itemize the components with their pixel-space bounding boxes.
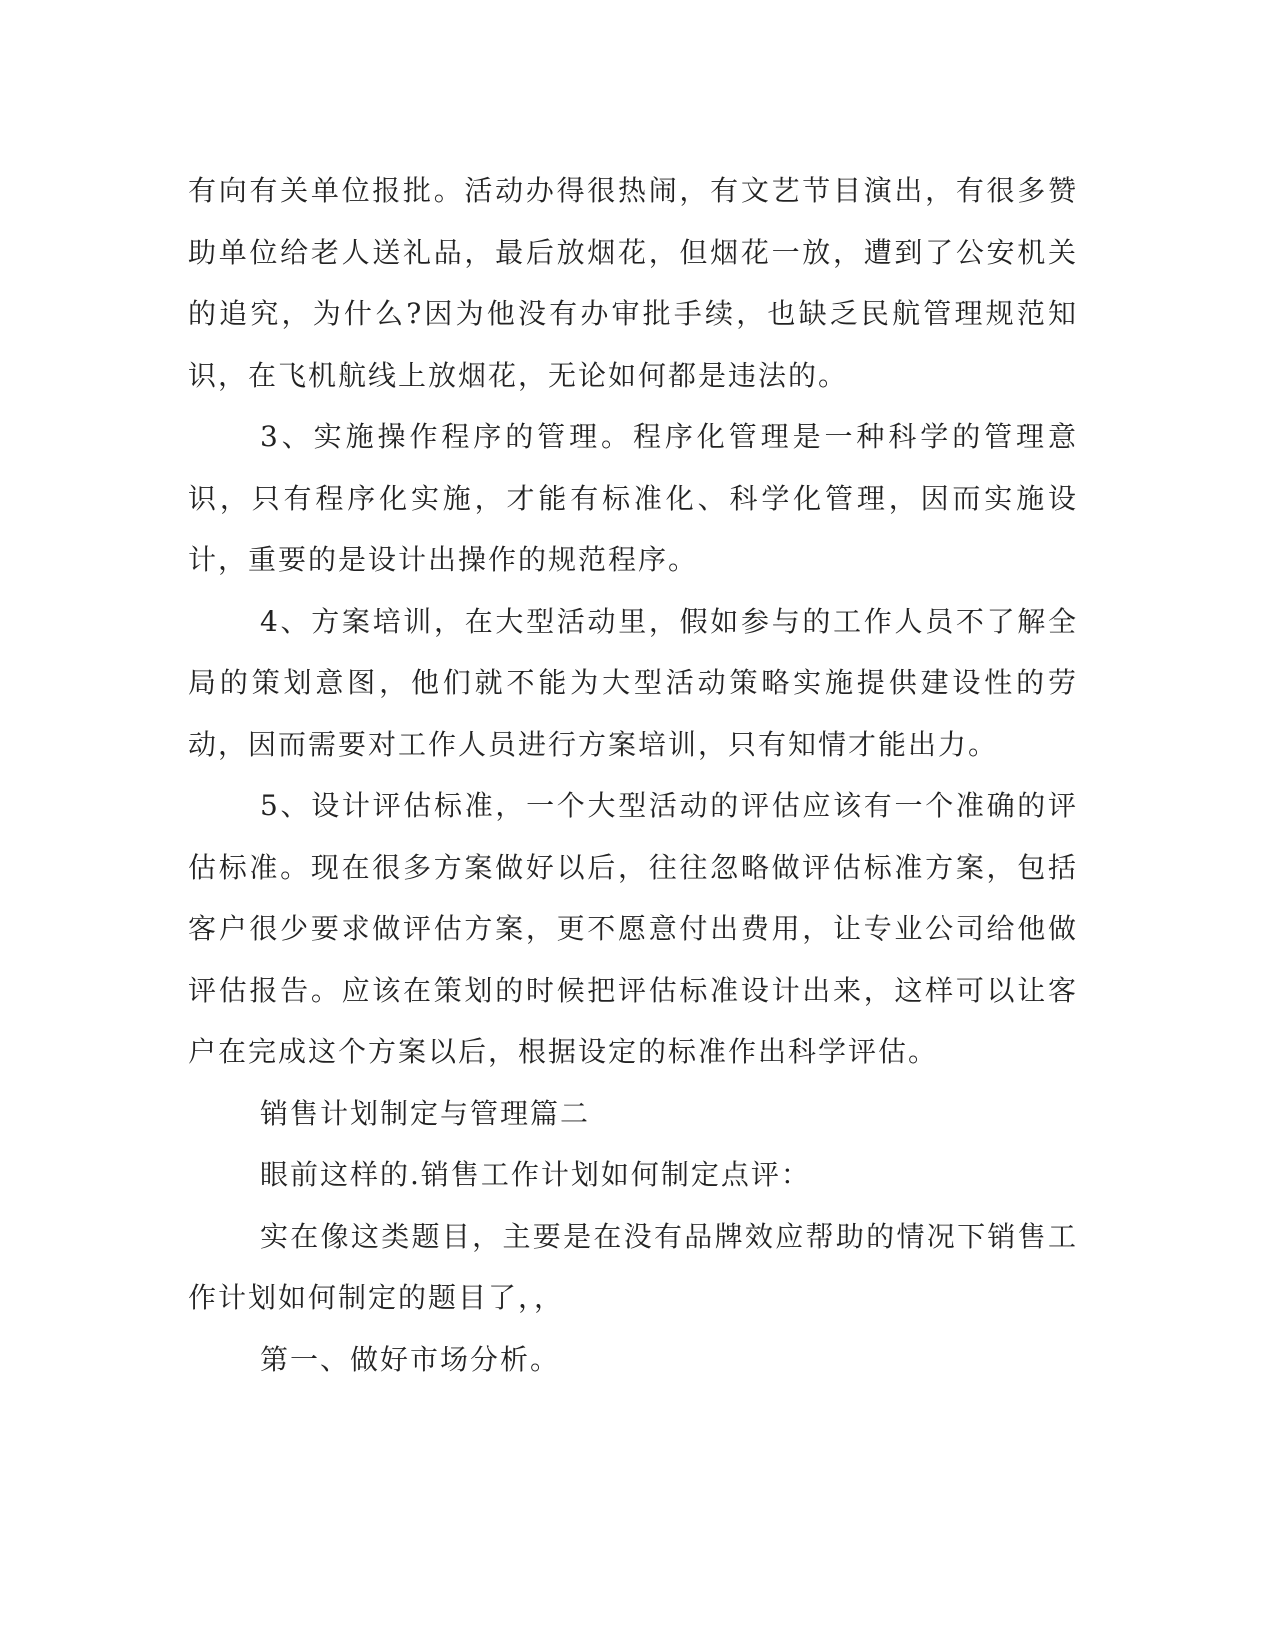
paragraph-step-1: 第一、做好市场分析。 xyxy=(260,1342,561,1376)
paragraph-item-3: 3、实施操作程序的管理。程序化管理是一种科学的管理意识，只有程序化实施，才能有标准化、科学化管理，因而实施设计，重要的是设计出操作的规范程序。 xyxy=(188,420,1078,576)
section-heading: 销售计划制定与管理篇二 xyxy=(260,1096,591,1130)
paragraph-question: 眼前这样的.销售工作计划如何制定点评： xyxy=(260,1158,811,1191)
document-body xyxy=(188,160,1078,1390)
paragraph-item-5: 5、设计评估标准，一个大型活动的评估应该有一个准确的评估标准。现在很多方案做好以后，往往忽略做评估标准方案，包括客户很少要求做评估方案，更不愿意付出费用，让专业公司给他做评估报告。应该在策划的时候把评估标准设计出来，这样可以让客户在完成这个方案以后，根据设定的标准作出科学评估。 xyxy=(188,789,1078,1068)
paragraph-answer: 实在像这类题目，主要是在没有品牌效应帮助的情况下销售工作计划如何制定的题目了，， xyxy=(188,1219,1078,1314)
paragraph-item-4: 4、方案培训，在大型活动里，假如参与的工作人员不了解全局的策划意图，他们就不能为大型活动策略实施提供建设性的劳动，因而需要对工作人员进行方案培训，只有知情才能出力。 xyxy=(188,604,1078,761)
paragraph-continuation: 有向有关单位报批。活动办得很热闹，有文艺节目演出，有很多赞助单位给老人送礼品，最后放烟花，但烟花一放，遭到了公安机关的追究，为什么?因为他没有办审批手续，也缺乏民航管理规范知识，在飞机航线上放烟花，无论如何都是违法的。 xyxy=(188,174,1078,392)
